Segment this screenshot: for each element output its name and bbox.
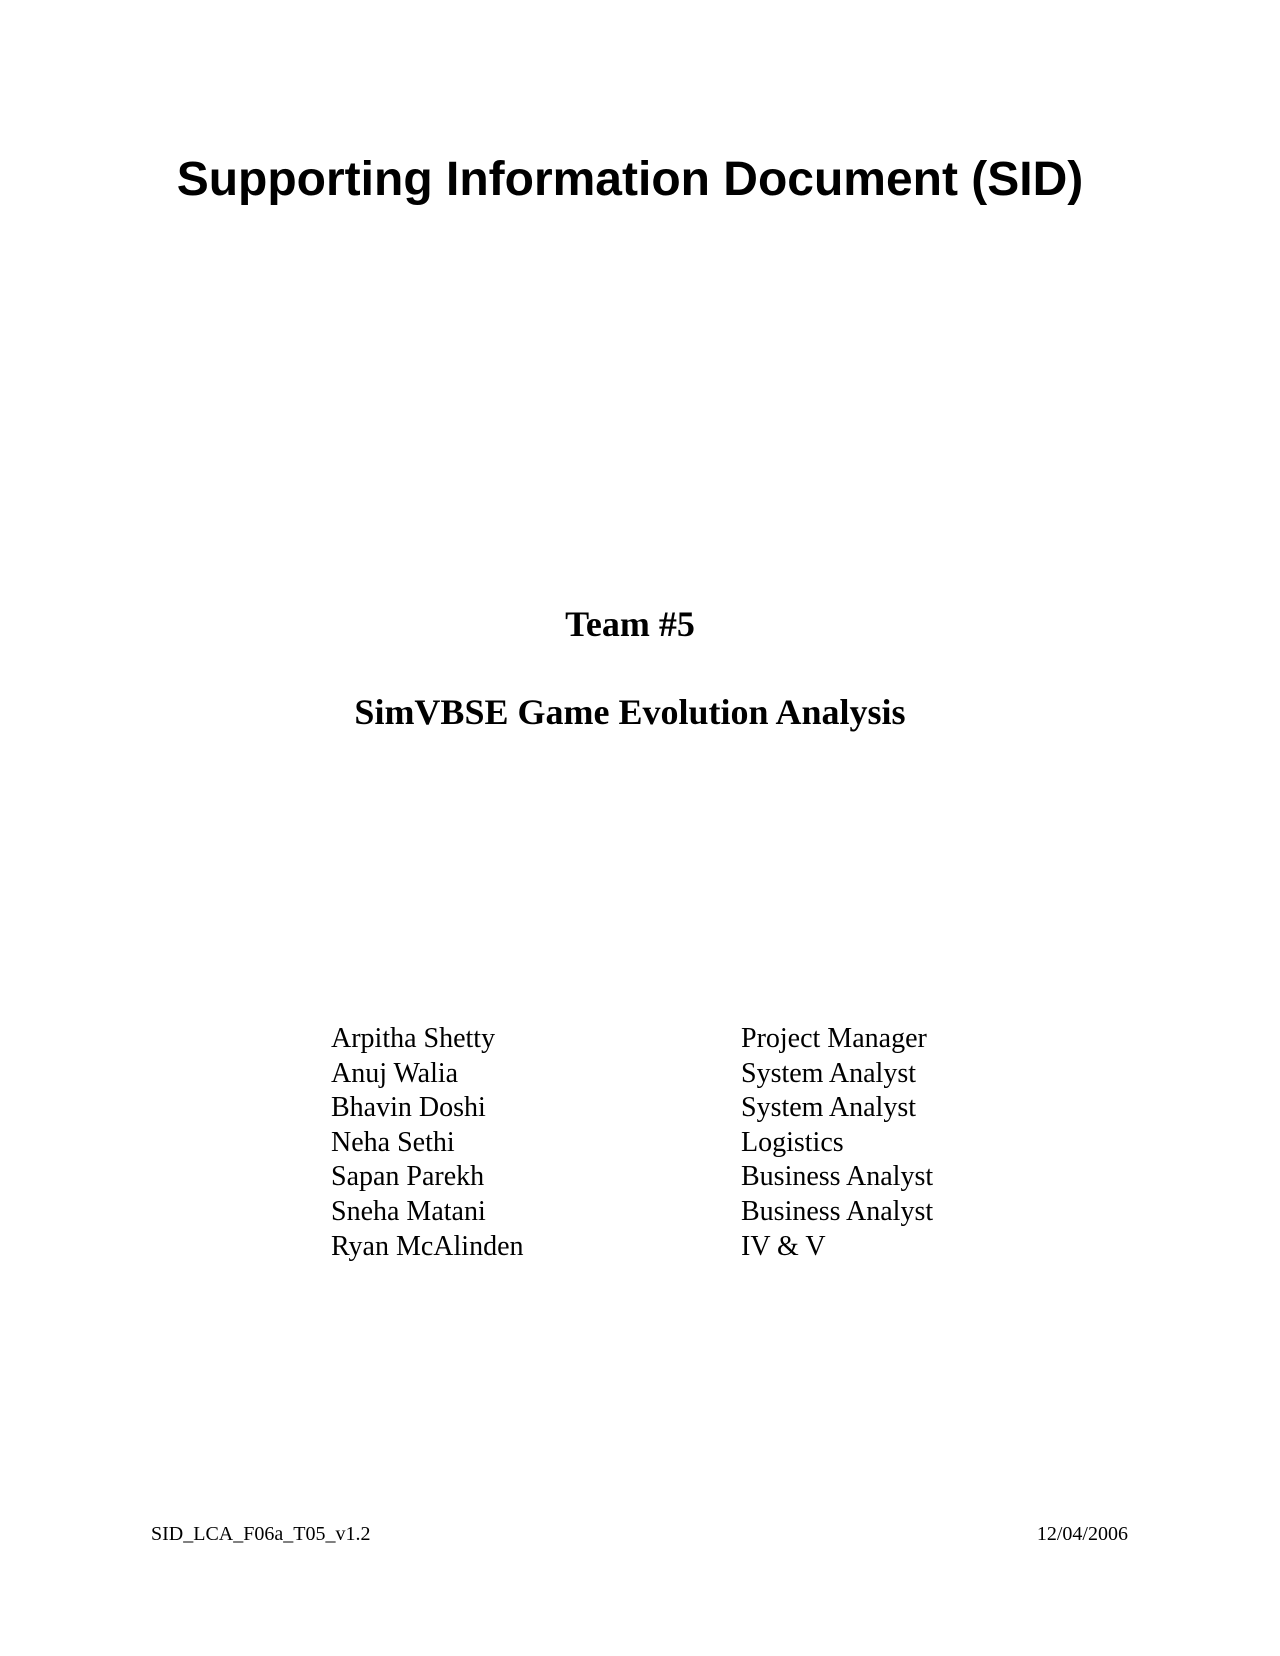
member-name: Neha Sethi — [331, 1126, 455, 1158]
member-name: Anuj Walia — [331, 1057, 459, 1089]
member-role: Logistics — [741, 1126, 844, 1158]
member-role: IV & V — [741, 1230, 826, 1262]
member-row — [331, 1160, 971, 1195]
member-role: System Analyst — [741, 1092, 917, 1124]
member-name: Bhavin Doshi — [331, 1092, 486, 1124]
member-name: Sneha Matani — [331, 1195, 486, 1227]
member-row — [331, 1126, 971, 1161]
member-name: Ryan McAlinden — [331, 1230, 524, 1262]
member-role: Business Analyst — [741, 1195, 934, 1227]
footer-date: 12/04/2006 — [1036, 1523, 1128, 1545]
member-row — [331, 1091, 971, 1126]
project-title: SimVBSE Game Evolution Analysis — [354, 692, 906, 732]
team-heading: Team #5 — [565, 604, 695, 644]
member-role: Project Manager — [741, 1023, 927, 1054]
member-role: System Analyst — [741, 1057, 917, 1089]
member-row — [331, 1195, 971, 1230]
member-role: Business Analyst — [741, 1161, 934, 1193]
member-row — [331, 1022, 971, 1057]
footer-document-id: SID_LCA_F06a_T05_v1.2 — [151, 1523, 371, 1545]
member-name: Sapan Parekh — [331, 1161, 485, 1193]
team-members-list — [331, 1022, 971, 1264]
member-row — [331, 1057, 971, 1092]
member-row — [331, 1230, 971, 1265]
member-name: Arpitha Shetty — [331, 1023, 496, 1054]
document-title: Supporting Information Document (SID) — [176, 153, 1084, 206]
